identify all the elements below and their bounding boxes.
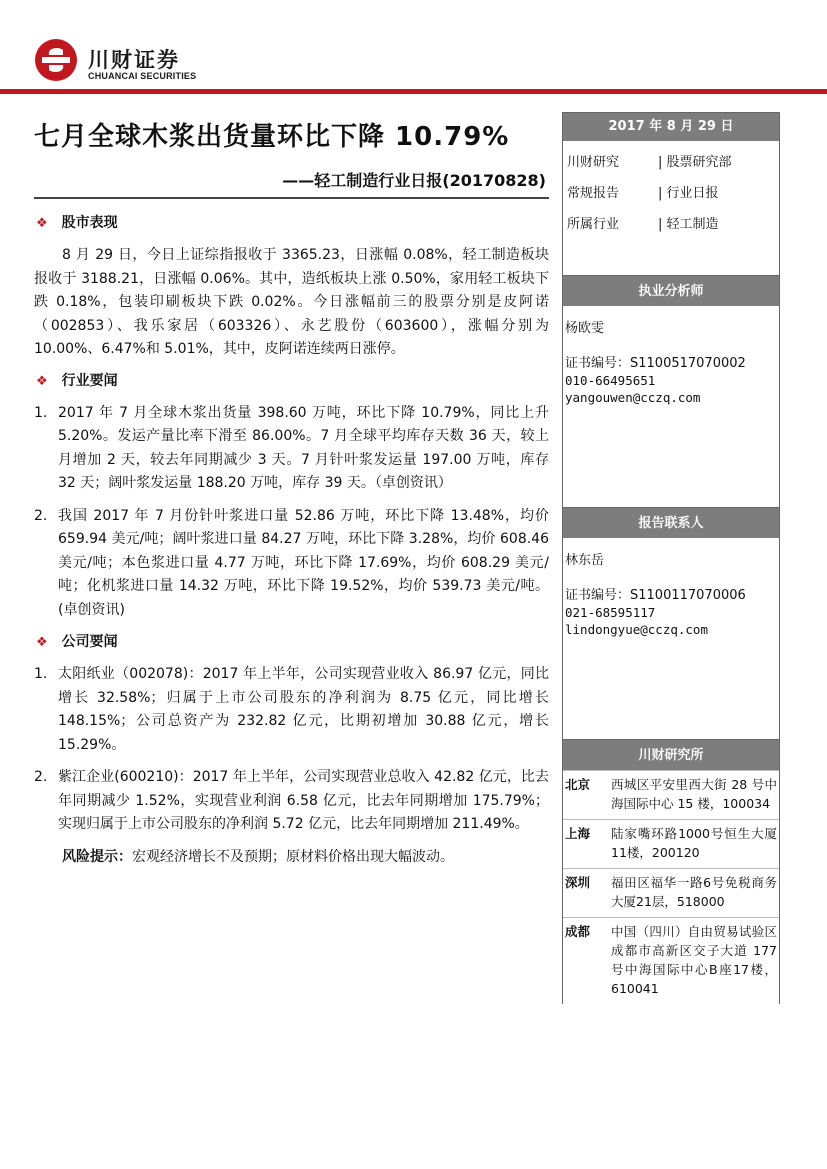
list-item [34,505,549,623]
meta-value: | 行业日报 [658,186,719,201]
diamond-bullet-icon: ❖ [36,635,48,651]
meta-key: 川财研究 [567,155,620,170]
analyst-phone: 010-66495651 [565,373,656,388]
brand-name-cn: 川财证券 [88,48,180,72]
office-address: 福田区福华一路6号免税商务大厦21层，518000 [611,875,777,909]
item-number: 2. [34,769,48,785]
office-address: 中国（四川）自由贸易试验区成都市高新区交子大道 177 号中海国际中心B座17楼，610041 [611,924,777,996]
meta-row [563,176,779,207]
item-number: 1. [34,404,48,421]
chuancai-logo-icon [34,38,78,82]
contact-cert: 证书编号：S1100117070006 [565,588,746,603]
contact-email[interactable]: lindongyue@cczq.com [565,622,708,637]
item-number: 2. [34,507,48,524]
risk-label: 风险提示： [62,848,132,865]
risk-text: 宏观经济增长不及预期；原材料价格出现大幅波动。 [132,848,454,865]
title-divider [34,197,549,199]
office-row [563,868,779,917]
analyst-name: 杨欧雯 [565,321,605,336]
section-heading-industry [34,370,549,394]
section-title: 公司要闻 [61,634,118,651]
section-title: 股市表现 [61,215,118,232]
item-text: 2017 年 7 月全球木浆出货量 398.60 万吨，环比下降 10.79%，同比上升 5.20%。发运产量比率下滑至 86.00%。7 月全球平均库存天数 36 天，较上月增加 2 天，较去年同期减少 3 天。7 月针叶浆发运量 197.00 万吨，库存 32 天；阔叶浆发运量 188.20 万吨，库存 39 天。（卓创资讯） [58,404,549,491]
header-divider [0,89,827,94]
office-city: 成都 [565,924,591,939]
brand-name-en: CHUANCAI SECURITIES [88,71,197,81]
analyst-cert: 证书编号：S1100517070002 [565,356,746,371]
item-number: 1. [34,666,48,682]
contact-heading: 报告联系人 [563,507,779,538]
item-text: 太阳纸业（002078)：2017 年上半年，公司实现营业收入 86.97 亿元，同比增长 32.58%；归属于上市公司股东的净利润为 8.75 亿元，同比增长 148.15%；公司总资产为 232.82 亿元，比期初增加 30.88 亿元，增长 15.29%。 [58,666,549,753]
item-text: 我国 2017 年 7 月份针叶浆进口量 52.86 万吨，环比下降 13.48%，均价 659.94 美元/吨；阔叶浆进口量 84.27 万吨，环比下降 3.28%，均价 608.46 美元/吨；本色浆进口量 4.77 万吨，环比下降 17.69%，均价 608.29 美元/吨；化机浆进口量 14.32 万吨，环比下降 19.52%，均价 539.73 美元/吨。(卓创资讯) [58,507,549,618]
market-summary: 8 月 29 日，今日上证综指报收于 3365.23，日涨幅 0.08%，轻工制造板块报收于 3188.21，日涨幅 0.06%。其中，造纸板块上涨 0.50%，家用轻工板块下跌 0.18%，包装印刷板块下跌 0.02%。今日涨幅前三的股票分别是皮阿诺（002853）、我乐家居（603326）、永艺股份（603600），涨幅分别为 10.00%、6.47%和 5.01%，其中，皮阿诺连续两日涨停。 [34,247,549,357]
contact-name: 林东岳 [565,553,605,568]
list-item [34,766,549,837]
meta-row [563,145,779,176]
analyst-heading: 执业分析师 [563,275,779,306]
contact-phone: 021-68595117 [565,605,656,620]
analyst-card [563,306,779,507]
report-subtitle: ——轻工制造行业日报(20170828) [282,171,546,190]
sidebar [562,112,780,1004]
office-city: 北京 [565,777,591,792]
analyst-email[interactable]: yangouwen@cczq.com [565,390,701,405]
office-row [563,917,779,1004]
report-meta [563,141,779,275]
risk-warning [34,846,549,870]
office-row [563,770,779,819]
diamond-bullet-icon: ❖ [36,373,48,389]
section-title: 行业要闻 [61,372,118,389]
diamond-bullet-icon: ❖ [36,216,48,232]
office-address: 西城区平安里西大街 28 号中海国际中心 15 楼，100034 [611,777,777,811]
section-heading-company [34,631,549,655]
meta-key: 常规报告 [567,186,620,201]
report-title: 七月全球木浆出货量环比下降 10.79% [34,122,510,152]
report-date: 2017 年 8 月 29 日 [563,113,779,141]
meta-value: | 轻工制造 [658,217,719,232]
section-heading-market [34,212,549,236]
meta-key: 所属行业 [567,217,620,232]
institute-heading: 川财研究所 [563,739,779,770]
office-city: 上海 [565,826,591,841]
list-item [34,663,549,757]
item-text: 紫江企业(600210)：2017 年上半年，公司实现营业总收入 42.82 亿元，比去年同期减少 1.52%，实现营业利润 6.58 亿元，比去年同期增加 175.79%；实现归属于上市公司股东的净利润 5.72 亿元，比去年同期增加 211.49%。 [58,769,549,832]
contact-card [563,538,779,739]
main-content [34,206,549,869]
page-header [0,0,827,100]
office-row [563,819,779,868]
meta-row [563,207,779,238]
list-item [34,402,549,496]
meta-value: | 股票研究部 [658,155,732,170]
office-address: 陆家嘴环路1000号恒生大厦11楼，200120 [611,826,777,860]
office-city: 深圳 [565,875,591,890]
